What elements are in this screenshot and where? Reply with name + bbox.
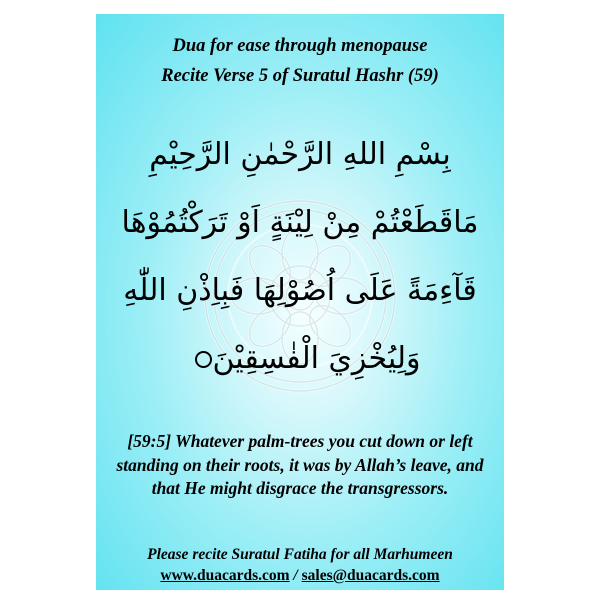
arabic-line-3: قَآءِمَةً عَلَى اُصُوْلِهَا فَبِاِذْنِ اللّٰهِ xyxy=(123,273,477,308)
footer-note: Please recite Suratul Fatiha for all Marhumeen xyxy=(147,546,453,563)
arabic-line-4 xyxy=(96,341,504,376)
arabic-line-4-text: وَلِيُخْزِيَ الْفٰسِقِيْنَ xyxy=(212,341,421,376)
dua-card xyxy=(96,14,504,590)
verse-end-circle-icon xyxy=(195,351,212,368)
recitation-instruction: Recite Verse 5 of Suratul Hashr (59) xyxy=(161,66,439,86)
arabic-line-2: مَاقَطَعْتُمْ مِنْ لِيْنَةٍ اَوْ تَرَكْتُمُوْهَا xyxy=(121,205,479,240)
footer-contact xyxy=(96,567,504,585)
verse-translation: [59:5] Whatever palm-trees you cut down or left standing on their roots, it was by Allah’s leave, and that He might disgrace the transgressors. xyxy=(116,431,484,498)
footer-separator: / xyxy=(289,567,302,584)
email-link[interactable]: sales@duacards.com xyxy=(301,567,440,584)
arabic-line-bismillah: بِسْمِ اللهِ الرَّحْمٰنِ الرَّحِيْمِ xyxy=(149,137,451,172)
card-title: Dua for ease through menopause xyxy=(172,36,428,56)
website-link[interactable]: www.duacards.com xyxy=(160,567,290,584)
